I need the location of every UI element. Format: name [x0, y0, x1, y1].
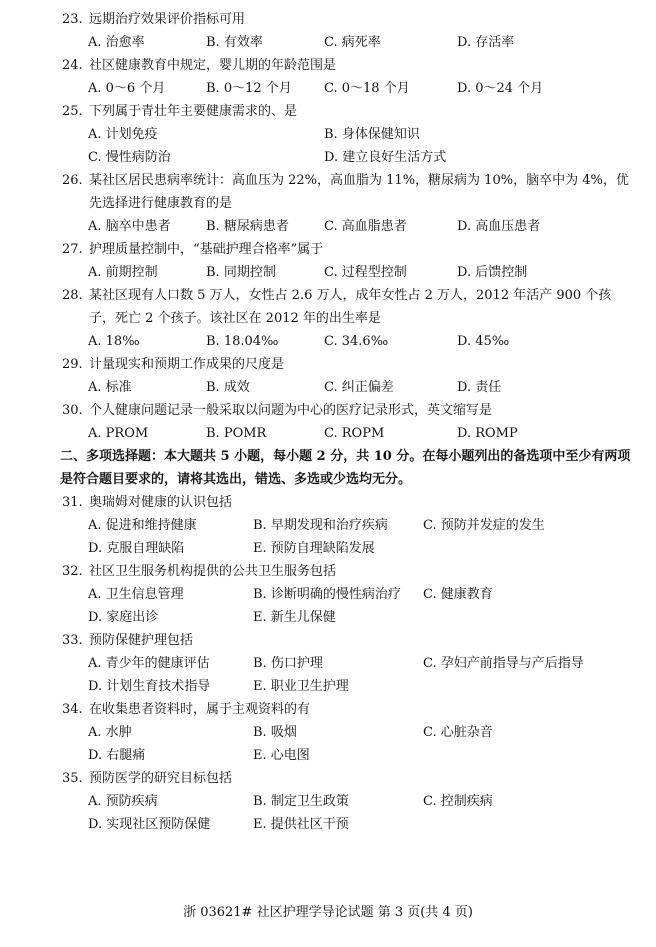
options-24: [62, 77, 632, 100]
question-25: 25. 下列属于青壮年主要健康需求的、是: [62, 104, 298, 119]
question-23: 23. 远期治疗效果评价指标可用: [62, 12, 246, 27]
option-c: C. 健康教育: [423, 587, 493, 602]
option-b: B. POMR: [206, 426, 267, 441]
question-28: 28. 某社区现有人口数 5 万人，女性占 2.6 万人，成年女性占 2 万人，2012 年活产 900 个孩子，死亡 2 个孩子。该社区在 2012 年的出生率是: [62, 288, 612, 326]
options-26: [62, 215, 632, 238]
question-33: 33. 预防保健护理包括: [62, 633, 194, 648]
question-stem: 社区健康教育中规定，婴儿期的年龄范围是: [89, 58, 337, 73]
question-32: 32. 社区卫生服务机构提供的公共卫生服务包括: [62, 564, 337, 579]
options-30: [62, 422, 632, 445]
options-31-row2: [62, 537, 632, 560]
options-32-row1: [62, 583, 632, 606]
option-d: D. 实现社区预防保健: [88, 817, 211, 832]
option-d: D. 责任: [457, 380, 502, 395]
section-multiple-choice-heading: 二、多项选择题：本大题共 5 小题，每小题 2 分，共 10 分。在每小题列出的备选项中至少有两项是符合题目要求的，请将其选出，错选、多选或少选均无分。: [60, 449, 631, 487]
options-31-row1: [62, 514, 632, 537]
option-a: A. 标准: [88, 380, 132, 395]
option-e: E. 新生儿保健: [253, 610, 336, 625]
option-d: D. 克服自理缺陷: [88, 541, 185, 556]
option-c: C. 控制疾病: [423, 794, 493, 809]
question-stem: 某社区居民患病率统计：高血压为 22%，高血脂为 11%，糖尿病为 10%，脑卒中为 4%，优先选择进行健康教育的是: [89, 173, 629, 211]
question-stem: 远期治疗效果评价指标可用: [89, 12, 246, 27]
question-30: 30. 个人健康问题记录一般采取以问题为中心的医疗记录形式，英文缩写是: [62, 403, 493, 418]
options-33-row1: [62, 652, 632, 675]
option-c: C. 过程型控制: [324, 265, 407, 280]
exam-content: [62, 8, 632, 836]
option-b: B. 身体保健知识: [324, 127, 420, 142]
options-25-row1: [62, 123, 632, 146]
option-c: C. 纠正偏差: [324, 380, 394, 395]
option-e: E. 心电图: [253, 748, 310, 763]
question-27: 27. 护理质量控制中，“基础护理合格率”属于: [62, 242, 324, 257]
option-a: A. 治愈率: [88, 35, 145, 50]
option-c: C. 病死率: [324, 35, 381, 50]
question-26: 26. 某社区居民患病率统计：高血压为 22%，高血脂为 11%，糖尿病为 10%，脑卒中为 4%，优先选择进行健康教育的是: [62, 173, 629, 211]
question-29: 29. 计量现实和预期工作成果的尺度是: [62, 357, 285, 372]
options-27: [62, 261, 632, 284]
option-b: B. 同期控制: [206, 265, 276, 280]
option-b: B. 有效率: [206, 35, 263, 50]
option-c: C. 孕妇产前指导与产后指导: [423, 656, 584, 671]
option-d: D. ROMP: [457, 426, 518, 441]
option-b: B. 0～12 个月: [206, 81, 292, 96]
option-d: D. 高血压患者: [457, 219, 541, 234]
option-b: B. 吸烟: [253, 725, 297, 740]
option-a: A. 前期控制: [88, 265, 158, 280]
option-c: C. 慢性病防治: [88, 150, 171, 165]
option-a: A. 促进和维持健康: [88, 518, 197, 533]
option-c: C. ROPM: [324, 426, 385, 441]
option-a: A. 0～6 个月: [88, 81, 166, 96]
question-stem: 预防保健护理包括: [89, 633, 194, 648]
option-a: A. PROM: [88, 426, 149, 441]
options-35-row1: [62, 790, 632, 813]
page-footer: 浙 03621# 社区护理学导论试题 第 3 页(共 4 页): [183, 905, 473, 920]
option-a: A. 18‰: [88, 334, 140, 349]
options-34-row1: [62, 721, 632, 744]
question-stem: 某社区现有人口数 5 万人，女性占 2.6 万人，成年女性占 2 万人，2012 年活产 900 个孩子，死亡 2 个孩子。该社区在 2012 年的出生率是: [89, 288, 612, 326]
option-b: B. 早期发现和治疗疾病: [253, 518, 388, 533]
options-35-row2: [62, 813, 632, 836]
option-d: D. 0～24 个月: [457, 81, 544, 96]
question-stem: 社区卫生服务机构提供的公共卫生服务包括: [89, 564, 337, 579]
option-d: D. 存活率: [457, 35, 515, 50]
question-24: 24. 社区健康教育中规定，婴儿期的年龄范围是: [62, 58, 337, 73]
option-d: D. 45‰: [457, 334, 510, 349]
option-d: D. 后馈控制: [457, 265, 528, 280]
option-d: D. 建立良好生活方式: [324, 150, 447, 165]
option-c: C. 心脏杂音: [423, 725, 493, 740]
option-c: C. 34.6‰: [324, 334, 389, 349]
option-e: E. 预防自理缺陷发展: [253, 541, 375, 556]
options-28: [62, 330, 632, 353]
options-34-row2: [62, 744, 632, 767]
option-e: E. 职业卫生护理: [253, 679, 349, 694]
question-stem: 预防医学的研究目标包括: [89, 771, 233, 786]
option-a: A. 卫生信息管理: [88, 587, 184, 602]
option-c: C. 预防并发症的发生: [423, 518, 545, 533]
option-e: E. 提供社区干预: [253, 817, 349, 832]
question-stem: 护理质量控制中，“基础护理合格率”属于: [89, 242, 324, 257]
question-stem: 下列属于青壮年主要健康需求的、是: [89, 104, 298, 119]
option-b: B. 伤口护理: [253, 656, 323, 671]
option-a: A. 脑卒中患者: [88, 219, 171, 234]
option-b: B. 成效: [206, 380, 250, 395]
question-35: 35. 预防医学的研究目标包括: [62, 771, 233, 786]
question-stem: 个人健康问题记录一般采取以问题为中心的医疗记录形式，英文缩写是: [89, 403, 493, 418]
option-b: B. 18.04‰: [206, 334, 279, 349]
question-31: 31. 奥瑞姆对健康的认识包括: [62, 495, 233, 510]
question-stem: 计量现实和预期工作成果的尺度是: [89, 357, 285, 372]
options-23: [62, 31, 632, 54]
options-25-row2: [62, 146, 632, 169]
option-b: B. 诊断明确的慢性病治疗: [253, 587, 401, 602]
options-33-row2: [62, 675, 632, 698]
option-a: A. 计划免疫: [88, 127, 158, 142]
option-c: C. 0～18 个月: [324, 81, 410, 96]
question-stem: 在收集患者资料时，属于主观资料的有: [89, 702, 311, 717]
option-a: A. 预防疾病: [88, 794, 158, 809]
option-d: D. 家庭出诊: [88, 610, 159, 625]
option-b: B. 糖尿病患者: [206, 219, 289, 234]
option-b: B. 制定卫生政策: [253, 794, 349, 809]
question-stem: 奥瑞姆对健康的认识包括: [89, 495, 233, 510]
option-c: C. 高血脂患者: [324, 219, 407, 234]
option-d: D. 右腿痛: [88, 748, 146, 763]
option-d: D. 计划生育技术指导: [88, 679, 211, 694]
options-32-row2: [62, 606, 632, 629]
options-29: [62, 376, 632, 399]
option-a: A. 青少年的健康评估: [88, 656, 210, 671]
option-a: A. 水肿: [88, 725, 132, 740]
question-34: 34. 在收集患者资料时，属于主观资料的有: [62, 702, 311, 717]
